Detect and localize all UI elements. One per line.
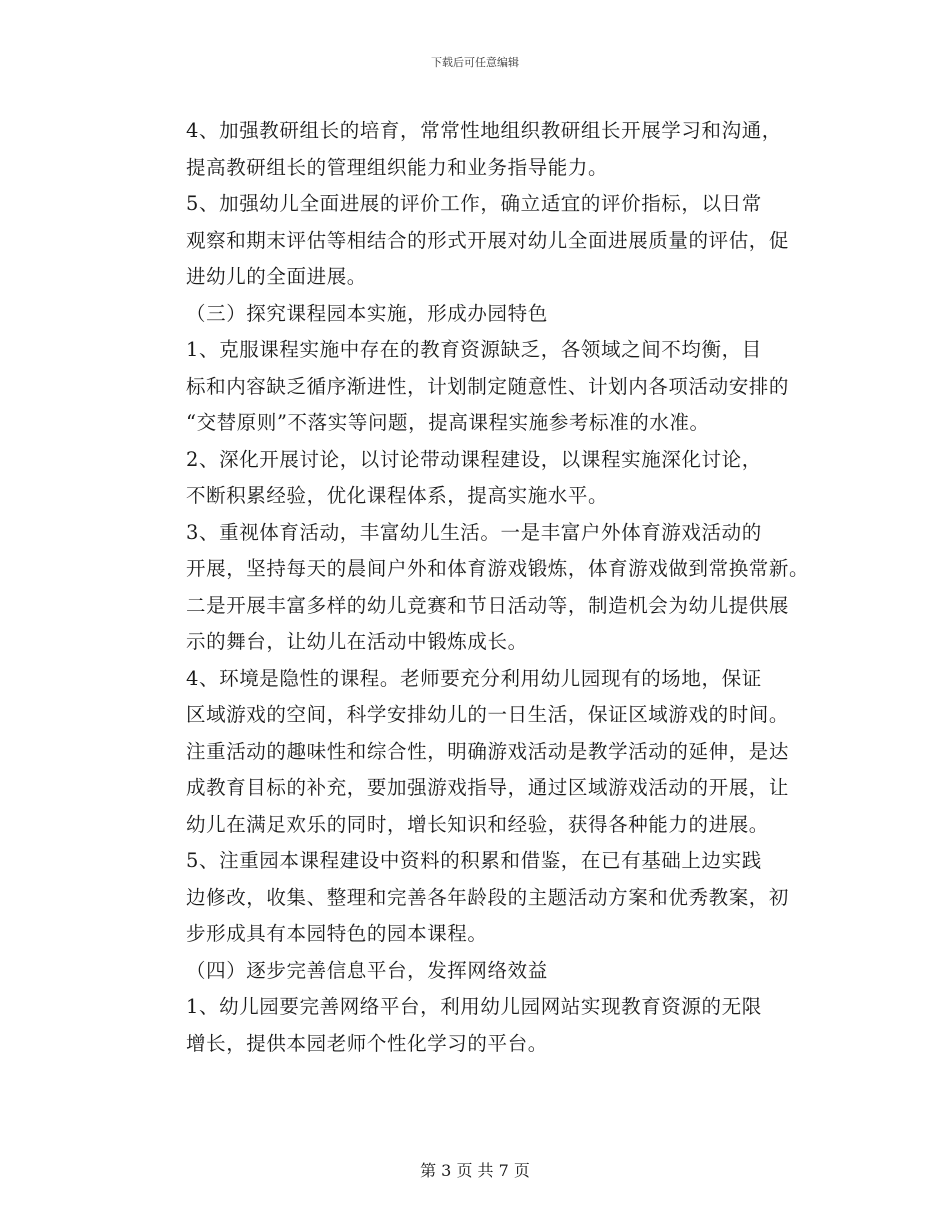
- text-line: 4、加强教研组长的培育，常常性地组织教研组长开展学习和沟通，: [186, 119, 782, 142]
- text-line: 步形成具有本园特色的园本课程。: [186, 922, 488, 945]
- paragraph-1-network-platform: [141, 989, 811, 1062]
- text-line: 进幼儿的全面进展。: [186, 265, 367, 288]
- text-line: 增长，提供本园老师个性化学习的平台。: [186, 1031, 548, 1055]
- paragraph-5-school-curriculum: [141, 843, 811, 953]
- text-line: 开展，坚持每天的晨间户外和体育游戏锻炼，体育游戏做到常换常新。: [186, 557, 810, 580]
- paragraph-4-teaching-leaders: [141, 113, 811, 186]
- text-line: 提高教研组长的管理组织能力和业务指导能力。: [186, 155, 609, 179]
- text-line: 不断积累经验，优化课程体系，提高实施水平。: [186, 484, 609, 507]
- text-line: （三）探究课程园本实施，形成办园特色: [186, 301, 548, 325]
- text-line: 二是开展丰富多样的幼儿竞赛和节日活动等，制造机会为幼儿提供展: [186, 593, 790, 617]
- text-line: 4、环境是隐性的课程。老师要充分利用幼儿园现有的场地，保证: [186, 666, 762, 690]
- text-line: 5、加强幼儿全面进展的评价工作，确立适宜的评价指标，以日常: [186, 192, 762, 215]
- text-line: （四）逐步完善信息平台，发挥网络效益: [186, 958, 548, 982]
- paragraph-3-sports: [141, 515, 811, 661]
- page-number: 第 3 页 共 7 页: [420, 1161, 530, 1180]
- text-line: 边修改，收集、整理和完善各年龄段的主题活动方案和优秀教案，初: [186, 885, 790, 909]
- text-line: 成教育目标的补充，要加强游戏指导，通过区域游戏活动的开展，让: [186, 776, 790, 799]
- paragraph-2-discussion: [141, 442, 811, 515]
- document-body: [141, 113, 811, 1062]
- text-line: 示的舞台，让幼儿在活动中锻炼成长。: [186, 630, 528, 653]
- text-line: 1、克服课程实施中存在的教育资源缺乏，各领域之间不均衡，目: [186, 338, 762, 361]
- text-line: 幼儿在满足欢乐的同时，增长知识和经验，获得各种能力的进展。: [186, 812, 769, 836]
- paragraph-5-evaluation: [141, 186, 811, 296]
- paragraph-1-curriculum-resources: [141, 332, 811, 442]
- text-line: 2、深化开展讨论，以讨论带动课程建设，以课程实施深化讨论，: [186, 447, 762, 471]
- text-line: 注重活动的趣味性和综合性，明确游戏活动是教学活动的延伸，是达: [186, 739, 790, 763]
- text-line: 区域游戏的空间，科学安排幼儿的一日生活，保证区域游戏的时间。: [186, 703, 790, 726]
- text-line: 观察和期末评估等相结合的形式开展对幼儿全面进展质量的评估，促: [186, 228, 790, 252]
- paragraph-4-environment: [141, 661, 811, 844]
- text-line: “交替原则”不落实等问题，提高课程实施参考标准的水准。: [186, 411, 710, 434]
- text-line: 标和内容缺乏循序渐进性，计划制定随意性、计划内各项活动安排的: [186, 374, 790, 398]
- page-header: 下载后可任意编辑: [431, 56, 519, 69]
- text-line: 3、重视体育活动，丰富幼儿生活。一是丰富户外体育游戏活动的: [186, 520, 762, 544]
- text-line: 1、幼儿园要完善网络平台，利用幼儿园网站实现教育资源的无限: [186, 995, 762, 1018]
- text-line: 5、注重园本课程建设中资料的积累和借鉴，在已有基础上边实践: [186, 849, 762, 872]
- section-heading-4: [141, 953, 811, 990]
- section-heading-3: [141, 296, 811, 333]
